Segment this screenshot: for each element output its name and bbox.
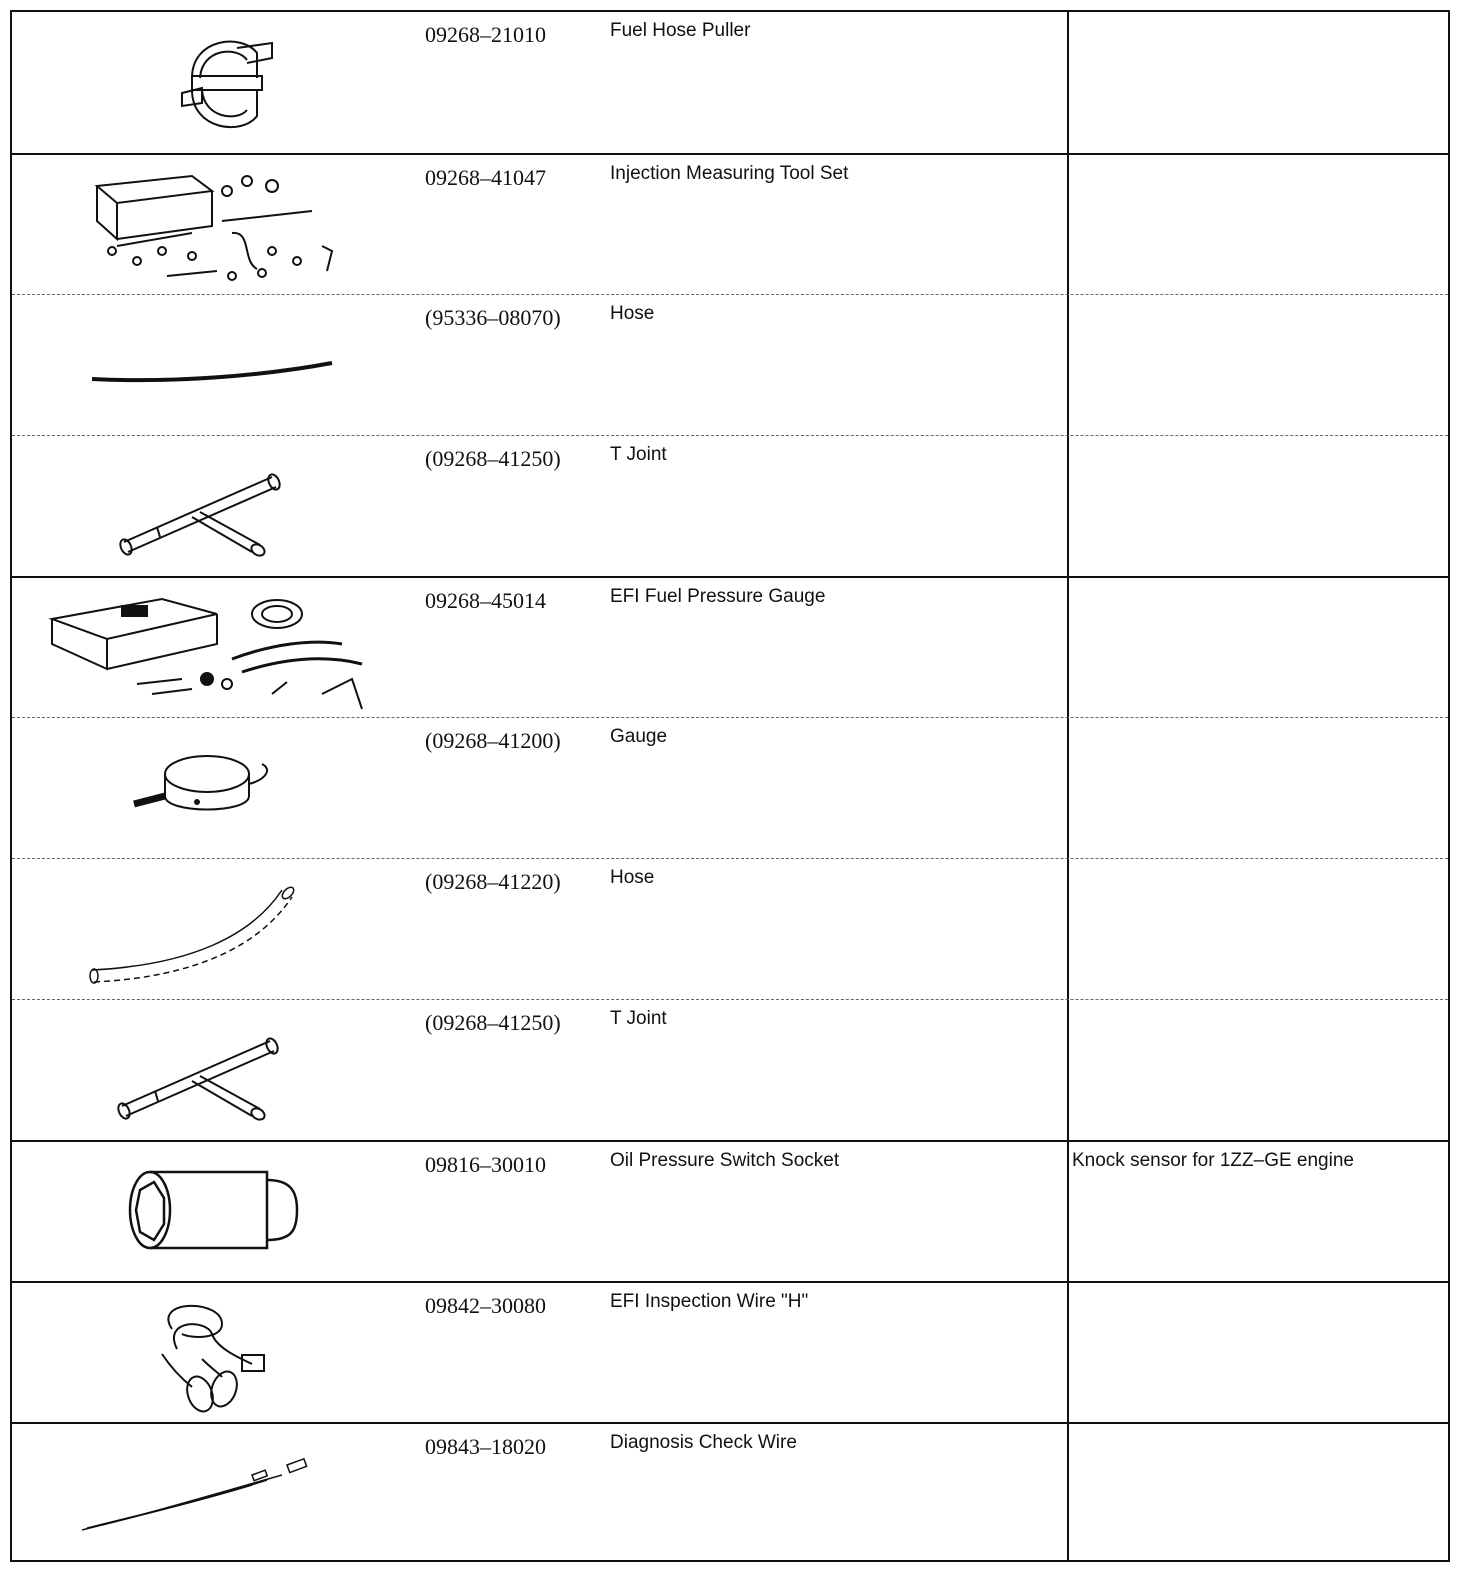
hose-icon — [42, 301, 382, 429]
part-number: 09268–45014 — [425, 588, 546, 613]
curved-hose-icon — [42, 865, 382, 993]
part-number: 09268–21010 — [425, 22, 546, 47]
part-name: Fuel Hose Puller — [610, 20, 751, 41]
table-row — [12, 1281, 1448, 1424]
pressure-gauge-kit-icon — [42, 584, 382, 712]
part-note: Knock sensor for 1ZZ–GE engine — [1072, 1150, 1354, 1171]
t-joint-icon — [42, 442, 382, 570]
part-name: Diagnosis Check Wire — [610, 1432, 797, 1453]
part-number: (09268–41250) — [425, 1010, 561, 1035]
part-number: (95336–08070) — [425, 305, 561, 330]
tool-set-case-icon — [42, 161, 382, 289]
part-number: (09268–41250) — [425, 446, 561, 471]
socket-icon — [42, 1148, 382, 1276]
part-name: Hose — [610, 867, 655, 888]
part-name: T Joint — [610, 444, 667, 465]
table-row — [12, 1422, 1448, 1565]
gauge-icon — [42, 724, 382, 852]
table-row — [12, 12, 1448, 153]
table-row — [12, 576, 1448, 719]
table-row — [12, 294, 1448, 436]
fuel-hose-puller-icon — [42, 18, 382, 146]
table-row — [12, 1140, 1448, 1283]
special-tools-table — [10, 10, 1450, 1562]
part-number: 09843–18020 — [425, 1434, 546, 1459]
part-name: Gauge — [610, 726, 668, 747]
table-row — [12, 717, 1448, 859]
inspection-wire-icon — [42, 1289, 382, 1417]
part-number: 09816–30010 — [425, 1152, 546, 1177]
part-number: (09268–41220) — [425, 869, 561, 894]
t-joint-icon — [42, 1006, 382, 1134]
part-name: Hose — [610, 303, 655, 324]
part-number: 09842–30080 — [425, 1293, 546, 1318]
part-name: T Joint — [610, 1008, 667, 1029]
part-name: EFI Fuel Pressure Gauge — [610, 586, 826, 607]
table-row — [12, 435, 1448, 577]
table-row — [12, 858, 1448, 1000]
part-number: (09268–41200) — [425, 728, 561, 753]
part-name: Injection Measuring Tool Set — [610, 163, 849, 184]
part-number: 09268–41047 — [425, 165, 546, 190]
part-name: Oil Pressure Switch Socket — [610, 1150, 840, 1171]
part-name: EFI Inspection Wire "H" — [610, 1291, 809, 1312]
table-row — [12, 999, 1448, 1141]
check-wire-icon — [42, 1430, 382, 1558]
table-row — [12, 153, 1448, 296]
